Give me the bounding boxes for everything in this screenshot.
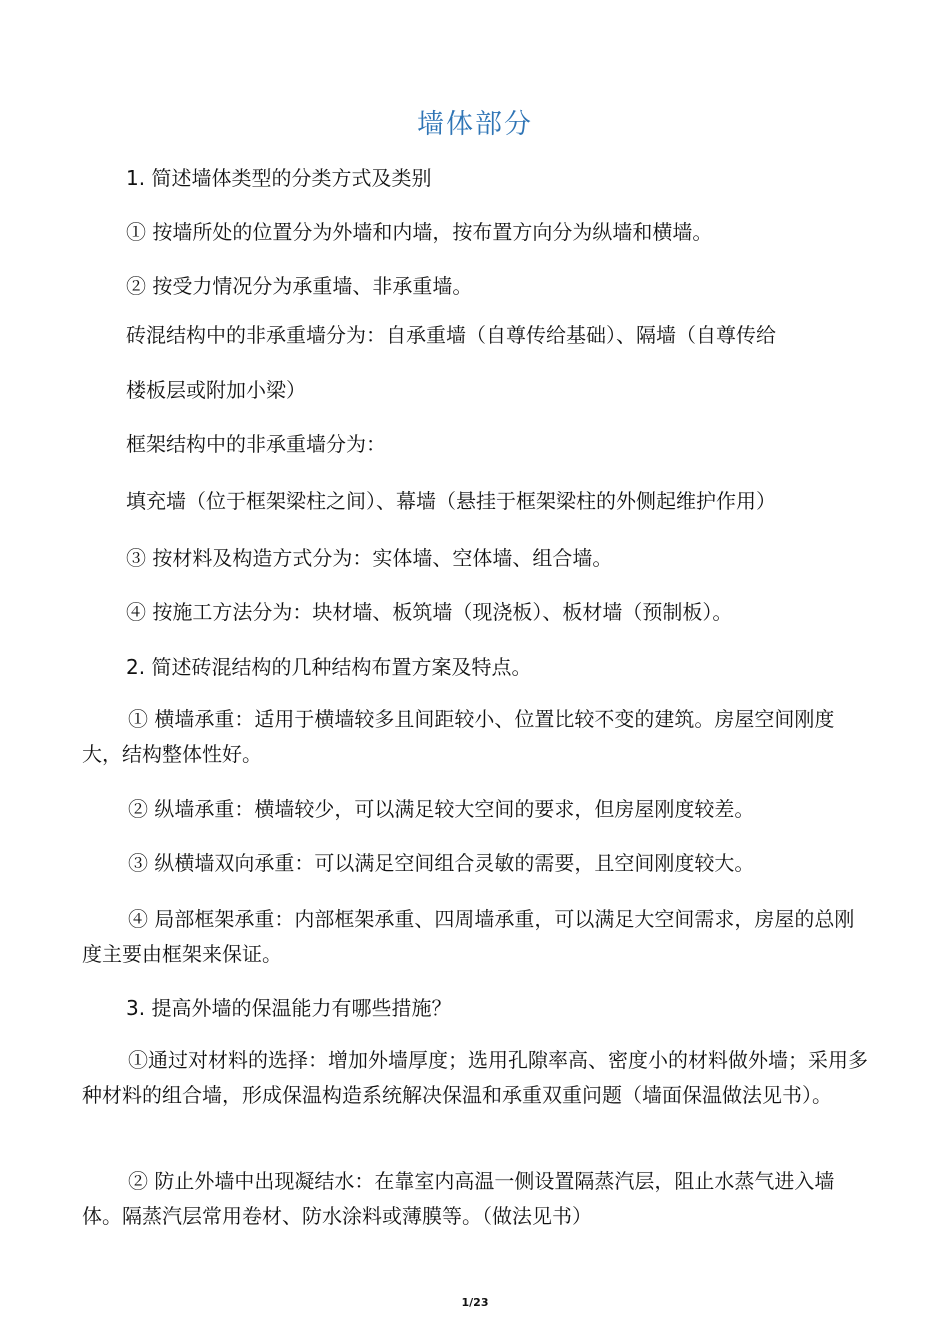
paragraph: ③ 纵横墙双向承重：可以满足空间组合灵敏的需要，且空间刚度较大。 — [128, 851, 755, 875]
section-3-heading: 3. 提高外墙的保温能力有哪些措施？ — [126, 996, 452, 1020]
page-number: 1/23 — [461, 1296, 489, 1309]
page-title: 墙体部分 — [417, 109, 533, 140]
paragraph: ② 纵墙承重：横墙较少，可以满足较大空间的要求，但房屋刚度较差。 — [128, 797, 755, 821]
list-item: ③ 按材料及构造方式分为：实体墙、空体墙、组合墙。 — [126, 546, 613, 570]
section-2-heading: 2. 简述砖混结构的几种结构布置方案及特点。 — [126, 655, 532, 679]
list-item: 砖混结构中的非承重墙分为：自承重墙（自尊传给基础）、隔墙（自尊传给 — [126, 323, 776, 347]
paragraph: ④ 局部框架承重：内部框架承重、四周墙承重，可以满足大空间需求，房屋的总刚度主要由框架来保证。 — [82, 907, 855, 966]
section-1-heading: 1. 简述墙体类型的分类方式及类别 — [126, 166, 432, 190]
paragraph: ①通过对材料的选择：增加外墙厚度；选用孔隙率高、密度小的材料做外墙；采用多种材料的组合墙，形成保温构造系统解决保温和承重双重问题（墙面保温做法见书）。 — [82, 1048, 868, 1107]
list-item: 框架结构中的非承重墙分为： — [126, 432, 386, 456]
list-item: ④ 按施工方法分为：块材墙、板筑墙（现浇板）、板材墙（预制板）。 — [126, 600, 733, 624]
list-item: ② 按受力情况分为承重墙、非承重墙。 — [126, 274, 473, 298]
list-item: 楼板层或附加小梁） — [126, 378, 306, 402]
paragraph: ① 横墙承重：适用于横墙较多且间距较小、位置比较不变的建筑。房屋空间刚度大，结构整体性好。 — [82, 707, 835, 766]
list-item: ① 按墙所处的位置分为外墙和内墙，按布置方向分为纵墙和横墙。 — [126, 220, 713, 244]
list-item: 填充墙（位于框架梁柱之间）、幕墙（悬挂于框架梁柱的外侧起维护作用） — [126, 489, 776, 513]
paragraph: ② 防止外墙中出现凝结水：在靠室内高温一侧设置隔蒸汽层，阻止水蒸气进入墙体。隔蒸汽层常用卷材、防水涂料或薄膜等。（做法见书） — [82, 1169, 835, 1228]
